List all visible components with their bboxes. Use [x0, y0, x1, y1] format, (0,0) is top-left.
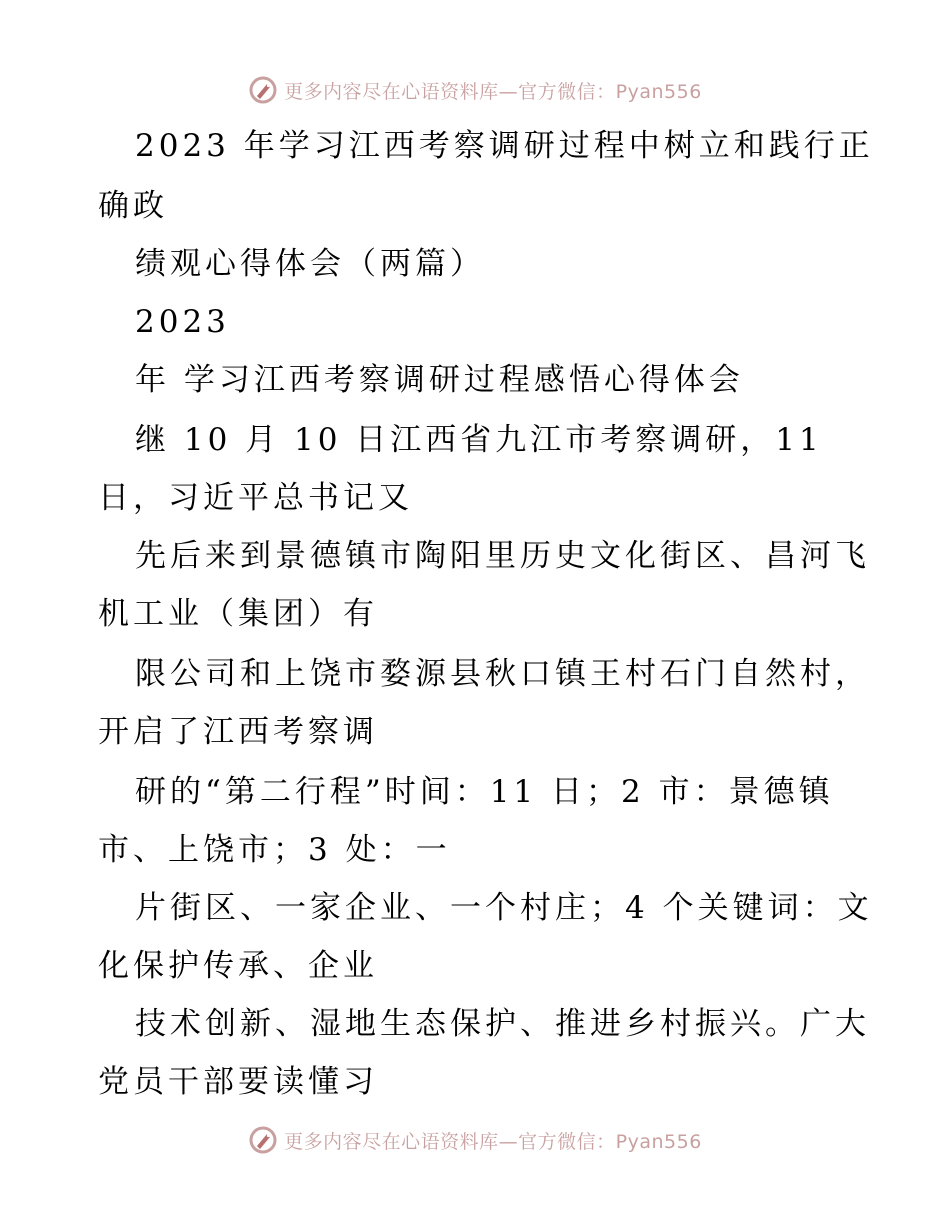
watermark-text: 更多内容尽在心语资料库—官方微信：Pyan556 — [284, 1130, 702, 1153]
doc-line: 确政 — [98, 188, 168, 224]
doc-line: 片街区、一家企业、一个村庄；4 个关键词：文 — [135, 890, 873, 926]
doc-line: 限公司和上饶市婺源县秋口镇王村石门自然村， — [135, 656, 870, 692]
doc-line: 党员干部要读懂习 — [98, 1064, 378, 1100]
doc-line: 年 学习江西考察调研过程感悟心得体会 — [135, 362, 744, 398]
doc-line: 2023 — [135, 304, 230, 340]
watermark-text: 更多内容尽在心语资料库—官方微信：Pyan556 — [284, 80, 702, 103]
watermark-footer — [0, 1120, 950, 1160]
doc-line: 2023 年学习江西考察调研过程中树立和践行正 — [135, 128, 874, 164]
doc-line: 研的“第二行程”时间：11 日；2 市：景德镇 — [135, 774, 834, 810]
doc-line: 继 10 月 10 日江西省九江市考察调研，11 — [135, 422, 823, 458]
doc-line: 市、上饶市；3 处：一 — [98, 832, 451, 868]
doc-line: 化保护传承、企业 — [98, 948, 378, 984]
watermark-header — [0, 70, 950, 110]
doc-line: 日，习近平总书记又 — [98, 480, 413, 516]
doc-line: 先后来到景德镇市陶阳里历史文化街区、昌河飞 — [135, 538, 870, 574]
doc-line: 机工业（集团）有 — [98, 596, 378, 632]
pen-circle-logo-icon — [248, 1125, 278, 1155]
pen-circle-logo-icon — [248, 75, 278, 105]
doc-line: 绩观心得体会（两篇） — [135, 246, 485, 282]
doc-line: 技术创新、湿地生态保护、推进乡村振兴。广大 — [135, 1006, 870, 1042]
doc-line: 开启了江西考察调 — [98, 714, 378, 750]
